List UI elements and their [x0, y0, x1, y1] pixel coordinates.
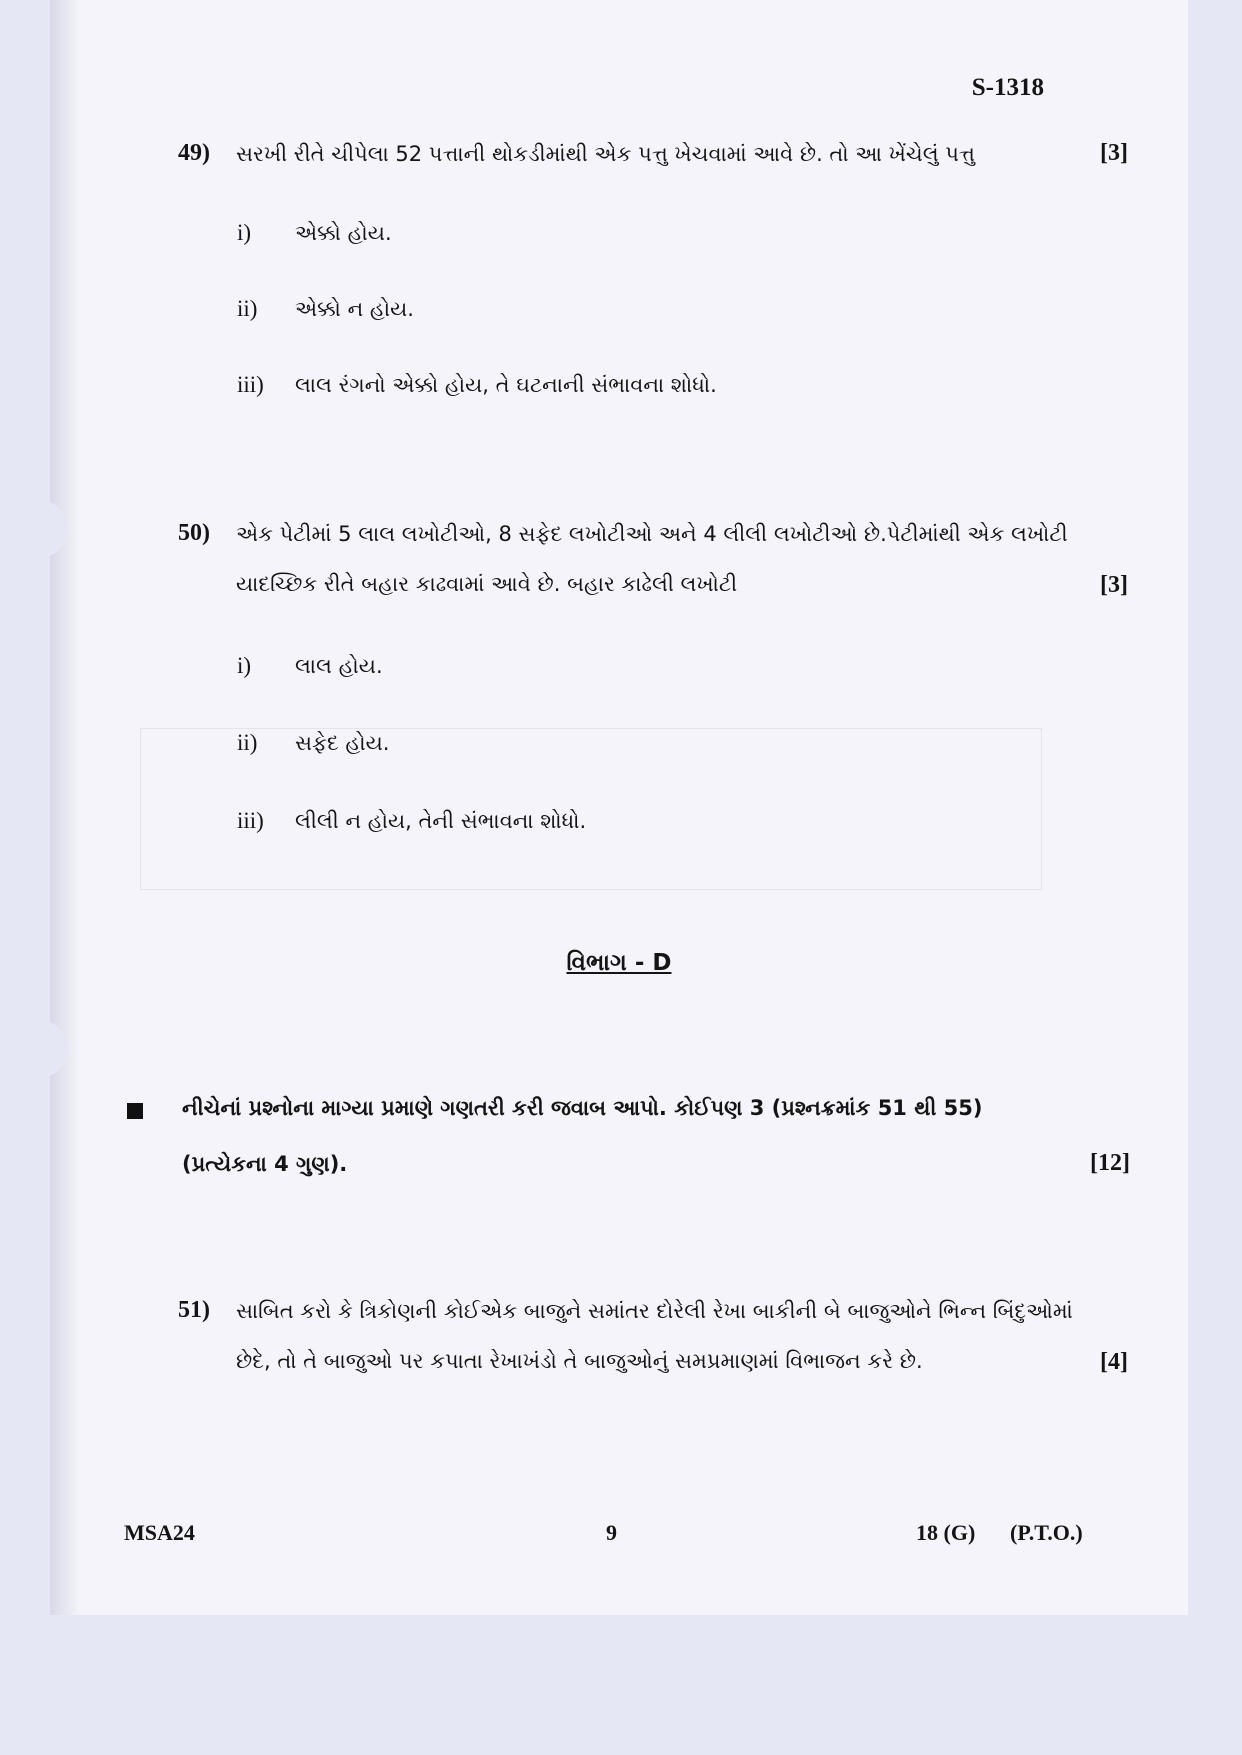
- section-title: [50, 950, 1188, 976]
- option-text: લાલ હોય.: [295, 654, 383, 678]
- option: [237, 808, 586, 834]
- section-marks: [12]: [1090, 1150, 1130, 1176]
- question-marks: [4]: [1100, 1349, 1128, 1375]
- question-text: યાદચ્છિક રીતે બહાર કાઢવામાં આવે છે. બહાર કાઢેલી લખોટી: [236, 572, 738, 596]
- question-50: [178, 520, 1128, 600]
- section-instruction: (પ્રત્યેકના 4 ગુણ).: [182, 1152, 348, 1176]
- option: [237, 296, 414, 322]
- question-51: [178, 1297, 1128, 1377]
- option-text: સફેદ હોય.: [295, 731, 390, 755]
- option: [237, 730, 389, 756]
- option-label: i): [237, 220, 252, 245]
- paper-code: S-1318: [971, 74, 1044, 101]
- option-label: iii): [237, 372, 264, 397]
- option: [237, 653, 383, 679]
- option-label: ii): [237, 730, 258, 755]
- option-label: iii): [237, 808, 264, 833]
- question-text: એક પેટીમાં 5 લાલ લખોટીઓ, 8 સફેદ લખોટીઓ અને 4 લીલી લખોટીઓ છે.પેટીમાંથી એક લખોટી: [236, 522, 1068, 546]
- footer-code: MSA24: [124, 1520, 195, 1545]
- option: [237, 372, 717, 398]
- option: [237, 220, 392, 246]
- square-bullet-icon: [127, 1103, 143, 1119]
- question-text: સાબિત કરો કે ત્રિકોણની કોઈએક બાજુને સમાંતર દોરેલી રેખા બાકીની બે બાજુઓને ભિન્ન બિંદુઓમાં: [236, 1299, 1073, 1323]
- option-text: એક્કો હોય.: [295, 221, 392, 245]
- option-label: ii): [237, 296, 258, 321]
- option-label: i): [237, 653, 252, 678]
- option-text: એક્કો ન હોય.: [295, 297, 414, 321]
- question-marks: [3]: [1100, 572, 1128, 598]
- exam-page: [50, 0, 1188, 1615]
- option-text: લીલી ન હોય, તેની સંભાવના શોધો.: [295, 809, 587, 833]
- section-instruction: નીચેનાં પ્રશ્નોના માગ્યા પ્રમાણે ગણતરી કરી જવાબ આપો. કોઈપણ 3 (પ્રશ્નક્રમાંક 51 થી 55): [182, 1096, 983, 1120]
- question-number: 50): [178, 520, 210, 546]
- option-text: લાલ રંગનો એક્કો હોય, તે ઘટનાની સંભાવના શોધો.: [295, 373, 717, 397]
- question-marks: [3]: [1100, 140, 1128, 166]
- question-text: સરખી રીતે ચીપેલા 52 પત્તાની થોકડીમાંથી એક પત્તુ ખેચવામાં આવે છે. તો આ ખેંચેલું પત્તુ: [236, 142, 975, 166]
- footer-pto: (P.T.O.): [1010, 1520, 1083, 1545]
- question-text: છેદે, તો તે બાજુઓ પર કપાતા રેખાખંડો તે બાજુઓનું સમપ્રમાણમાં વિભાજન કરે છે.: [236, 1349, 923, 1373]
- question-number: 49): [178, 140, 210, 166]
- footer-paper-code: 18 (G): [916, 1520, 976, 1545]
- page-number: 9: [606, 1520, 617, 1545]
- page-shading: [50, 0, 80, 1615]
- question-number: 51): [178, 1297, 210, 1323]
- section-title-text: વિભાગ - D: [566, 950, 672, 976]
